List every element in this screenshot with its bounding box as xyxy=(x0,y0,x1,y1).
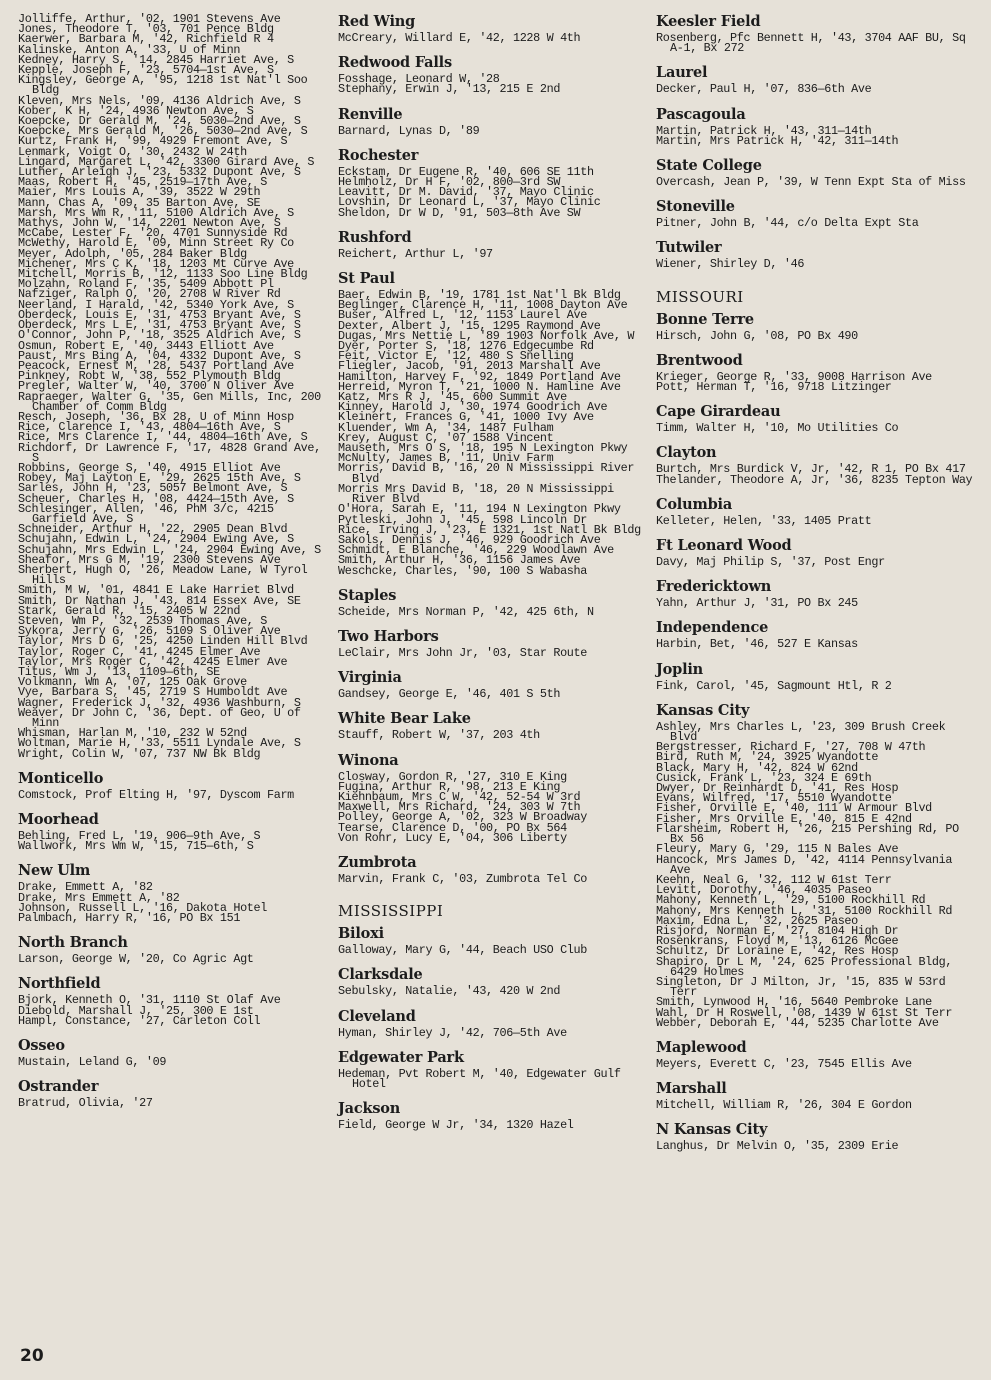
directory-entry: Kluender, Wm A, '34, 1487 Fulham xyxy=(338,420,554,435)
directory-entry: Kleven, Mrs Nels, '09, 4136 Aldrich Ave, S xyxy=(18,93,301,108)
city-heading: Clayton xyxy=(656,444,717,462)
directory-entry: Hamilton, Harvey F, '92, 1849 Portland Ave xyxy=(338,369,621,384)
directory-entry: Stauff, Robert W, '37, 203 4th xyxy=(338,728,540,743)
directory-entry: Diebold, Marshall J, '25, 300 E 1st xyxy=(18,1003,254,1018)
directory-entry: Baer, Edwin B, '19, 1781 1st Nat'l Bk Bldg xyxy=(338,288,621,303)
directory-entry: Fisher, Orville E, '40, 111 W Armour Blvd xyxy=(656,801,932,816)
directory-entry: Von Rohr, Lucy E, '04, 306 Liberty xyxy=(338,830,567,845)
directory-entry: Burtch, Mrs Burdick V, Jr, '42, R 1, PO Bx 417 xyxy=(656,462,966,477)
city-heading: North Branch xyxy=(18,934,128,952)
city-heading: Moorhead xyxy=(18,811,99,829)
directory-entry: Robbins, George S, '40, 4915 Elliot Ave xyxy=(18,460,281,475)
city-heading: Columbia xyxy=(656,495,733,513)
directory-entry: Fleury, Mary G, '29, 115 N Bales Ave xyxy=(656,842,899,857)
directory-entry: Herreid, Myron T, '21, 1000 N. Hamline Ave xyxy=(338,379,621,394)
city-heading: New Ulm xyxy=(18,862,91,880)
directory-entry: Taylor, Roger C, '41, 4245 Elmer Ave xyxy=(18,644,261,659)
directory-entry: Kepple, Joseph F, '23, 5704—1st Ave, S xyxy=(18,63,274,78)
directory-entry: LeClair, Mrs John Jr, '03, Star Route xyxy=(338,645,587,660)
directory-entry: Davy, Maj Philip S, '37, Post Engr xyxy=(656,555,885,570)
city-heading: Jackson xyxy=(338,1100,401,1118)
directory-entry: O'Connor, John P, '18, 3525 Aldrich Ave, S xyxy=(18,328,301,343)
directory-entry: Fisher, Mrs Orville E, '40, 815 E 42nd xyxy=(656,811,912,826)
city-heading: Pascagoula xyxy=(656,105,746,123)
directory-entry: Barnard, Lynas D, '89 xyxy=(338,123,480,138)
directory-entry: Pregler, Walter W, '40, 3700 N Oliver Ave xyxy=(18,379,294,394)
directory-entry: Nafziger, Ralph O, '20, 2708 W River Rd xyxy=(18,287,281,302)
directory-entry: Overcash, Jean P, '39, W Tenn Expt Sta of Miss xyxy=(656,175,966,190)
directory-entry: Schujahn, Mrs Edwin L, '24, 2904 Ewing Ave, S xyxy=(18,542,321,557)
directory-entry: Rice, Clarence I, '43, 4804—16th Ave, S xyxy=(18,420,281,435)
directory-entry: Robey, Maj Layton E, '29, 2625 15th Ave, S xyxy=(18,471,301,486)
directory-entry: Hedeman, Pvt Robert M, '40, Edgewater Gulf Hotel xyxy=(338,1066,621,1091)
directory-column-2 xyxy=(338,13,644,1133)
directory-entry: Schneider, Arthur H, '22, 2905 Dean Blvd xyxy=(18,522,288,537)
directory-entry: Meyer, Adolph, '05, 284 Baker Bldg xyxy=(18,246,247,261)
directory-entry: Morris Mrs David B, '18, 20 N Mississippi River Blvd xyxy=(338,481,614,507)
directory-entry: Pott, Herman T, '16, 9718 Litzinger xyxy=(656,380,892,395)
city-heading: Stoneville xyxy=(656,198,735,216)
city-heading: Clarksdale xyxy=(338,966,423,984)
directory-entry: Schultz, Dr Loraine E, '42, Res Hosp xyxy=(656,944,899,959)
city-heading: Staples xyxy=(338,586,397,604)
city-heading: Northfield xyxy=(18,975,101,993)
directory-entry: Feit, Victor E, '12, 480 S Snelling xyxy=(338,349,574,364)
directory-entry: Tearse, Clarence D, '00, PO Bx 564 xyxy=(338,820,567,835)
directory-entry: Helmholz, Dr H F, '02, 800—3rd SW xyxy=(338,175,561,190)
directory-entry: Palmbach, Harry R, '16, PO Bx 151 xyxy=(18,911,241,926)
directory-entry: Meyers, Everett C, '23, 7545 Ellis Ave xyxy=(656,1056,912,1071)
city-heading: Marshall xyxy=(656,1080,727,1098)
directory-entry: Bergstresser, Richard F, '27, 708 W 47th xyxy=(656,740,926,755)
directory-column-1 xyxy=(18,12,326,1111)
directory-entry: Galloway, Mary G, '44, Beach USO Club xyxy=(338,943,587,958)
directory-entry: Hyman, Shirley J, '42, 706—5th Ave xyxy=(338,1025,567,1040)
directory-entry: Maxwell, Mrs Richard, '24, 303 W 7th xyxy=(338,800,581,815)
city-heading: Edgewater Park xyxy=(338,1048,464,1066)
directory-entry: Krey, August C, '07 1588 Vincent xyxy=(338,430,554,445)
city-heading: Kansas City xyxy=(656,701,750,719)
directory-entry: Dugas, Mrs Nettie L, '89 1903 Norfolk Ave, W xyxy=(338,328,635,343)
page-number: 20 xyxy=(20,1346,44,1366)
directory-entry: Mitchell, William R, '26, 304 E Gordon xyxy=(656,1098,912,1113)
directory-entry: Larson, George W, '20, Co Agric Agt xyxy=(18,952,254,967)
directory-entry: Kelleter, Helen, '33, 1405 Pratt xyxy=(656,513,872,528)
directory-entry: Luther, Arleigh J, '23, 5332 Dupont Ave, S xyxy=(18,165,301,180)
directory-entry: Rosenkrans, Floyd M, '13, 6126 McGee xyxy=(656,934,899,949)
directory-entry: Schlesinger, Allen, '46, PhM 3/c, 4215 Garfield Ave, S xyxy=(18,501,274,526)
directory-entry: Oberdeck, Louis E, '31, 4753 Bryant Ave, S xyxy=(18,307,301,322)
directory-entry: Titus, Wm J, '13, 1109—6th, SE xyxy=(18,665,220,679)
directory-entry: Vye, Barbara S, '45, 2719 S Humboldt Ave xyxy=(18,685,288,700)
city-heading: Virginia xyxy=(338,669,402,687)
directory-entry: Drake, Mrs Emmett A, '82 xyxy=(18,890,180,905)
directory-entry: Marsh, Mrs Wm R, '11, 5100 Aldrich Ave, S xyxy=(18,205,294,220)
directory-entry: Beglinger, Clarence H, '11, 1008 Dayton Ave xyxy=(338,298,628,313)
directory-entry: Smith, Arthur H, '36, 1156 James Ave xyxy=(338,553,581,568)
city-heading: Two Harbors xyxy=(338,627,439,645)
directory-entry: Koepcke, Mrs Gerald M, '26, 5030—2nd Ave, S xyxy=(18,124,308,139)
city-heading: Ft Leonard Wood xyxy=(656,537,792,555)
directory-entry: Risjord, Norman E, '27, 8104 High Dr xyxy=(656,923,899,938)
directory-entry: Smith, Lynwood H, '16, 5640 Pembroke Lane xyxy=(656,995,932,1010)
directory-entry: Smith, M W, '01, 4841 E Lake Harriet Blvd xyxy=(18,583,294,598)
directory-entry: Stark, Gerald R, '15, 2405 W 22nd xyxy=(18,603,241,618)
directory-entry: Mann, Chas A, '09, 35 Barton Ave, SE xyxy=(18,195,261,210)
directory-entry: Rapraeger, Walter G, '35, Gen Mills, Inc, 200 Chamber of Comm Bldg xyxy=(18,389,321,414)
directory-entry: McCreary, Willard E, '42, 1228 W 4th xyxy=(338,31,581,45)
directory-entry: Jones, Theodore T, '03, 701 Pence Bldg xyxy=(18,22,274,37)
directory-entry: Singleton, Dr J Milton, Jr, '15, 835 W 53rd Terr xyxy=(656,974,946,1000)
directory-entry: Kalinske, Anton A, '33, U of Minn xyxy=(18,42,241,57)
city-heading: Cleveland xyxy=(338,1007,416,1025)
directory-entry: Rosenberg, Pfc Bennett H, '43, 3704 AAF BU, Sq A-1, Bx 272 xyxy=(656,31,966,56)
directory-entry: Bjork, Kenneth O, '31, 1110 St Olaf Ave xyxy=(18,993,281,1008)
directory-entry: Langhus, Dr Melvin O, '35, 2309 Erie xyxy=(656,1139,899,1154)
directory-entry: Dexter, Albert J, '15, 1295 Raymond Ave xyxy=(338,318,601,333)
city-heading: Osseo xyxy=(18,1037,65,1055)
directory-entry: Hancock, Mrs James D, '42, 4114 Pennsylvania Ave xyxy=(656,852,953,877)
directory-entry: Stephany, Erwin J, '13, 215 E 2nd xyxy=(338,82,561,97)
directory-entry: Kiehnbaum, Mrs C W, '42, 52-54 W 3rd xyxy=(338,789,581,804)
directory-entry: Drake, Emmett A, '82 xyxy=(18,880,153,895)
directory-entry: Mahony, Kenneth L, '29, 5100 Rockhill Rd xyxy=(656,893,926,908)
directory-entry: Lingard, Margaret L, '42, 3300 Girard Ave, S xyxy=(18,154,315,169)
directory-entry: Levitt, Dorothy, '46, 4035 Paseo xyxy=(656,883,872,898)
state-heading: MISSOURI xyxy=(656,287,744,306)
city-heading: Laurel xyxy=(656,64,708,82)
directory-entry: Martin, Patrick H, '43, 311—14th xyxy=(656,123,872,138)
directory-entry: Oberdeck, Mrs L E, '31, 4753 Bryant Ave, S xyxy=(18,318,301,333)
directory-entry: Pitner, John B, '44, c/o Delta Expt Sta xyxy=(656,216,919,231)
city-heading: Winona xyxy=(338,751,399,769)
directory-entry: Scheide, Mrs Norman P, '42, 425 6th, N xyxy=(338,604,594,619)
directory-entry: Hirsch, John G, '08, PO Bx 490 xyxy=(656,328,858,343)
city-heading: Renville xyxy=(338,105,403,123)
directory-entry: Paust, Mrs Bing A, '04, 4332 Dupont Ave, S xyxy=(18,348,301,363)
directory-entry: Sarles, John H, '23, 5057 Belmont Ave, S xyxy=(18,481,288,496)
directory-entry: Yahn, Arthur J, '31, PO Bx 245 xyxy=(656,596,858,611)
directory-entry: Cusick, Frank L, '23, 324 E 69th xyxy=(656,770,872,785)
directory-entry: Dyer, Porter S, '18, 1276 Edgecumbe Rd xyxy=(338,339,594,354)
directory-entry: Sherbert, Hugh O, '26, Meadow Lane, W Tyrol Hills xyxy=(18,562,308,588)
directory-entry: Keehn, Neal G, '32, 112 W 61st Terr xyxy=(656,872,892,887)
directory-entry: Pinkney, Robt W, '38, 552 Plymouth Bldg xyxy=(18,369,281,384)
directory-entry: Whisman, Harlan M, '10, 232 W 52nd xyxy=(18,726,247,741)
directory-entry: McCabe, Lester F, '20, 4701 Sunnyside Rd xyxy=(18,226,288,241)
directory-entry: Pytleski, John J, '45, 598 Lincoln Dr xyxy=(338,512,587,527)
directory-entry: Bratrud, Olivia, '27 xyxy=(18,1096,153,1111)
directory-entry: Kinney, Harold J, '30, 1974 Goodrich Ave xyxy=(338,400,608,415)
directory-entry: Gandsey, George E, '46, 401 S 5th xyxy=(338,687,561,702)
directory-entry: Kingsley, George A, '95, 1218 1st Nat'l Soo Bldg xyxy=(18,73,308,98)
directory-entry: Maxim, Edna L, '32, 2625 Paseo xyxy=(656,913,858,928)
directory-column-3 xyxy=(656,14,974,1152)
city-heading: Tutwiler xyxy=(656,239,722,257)
directory-entry: Richdorf, Dr Lawrence F, '17, 4828 Grand Ave, S xyxy=(18,440,321,465)
directory-entry: Flarsheim, Robert H, '26, 215 Pershing Rd, PO Bx 56 xyxy=(656,821,959,847)
city-heading: Rochester xyxy=(338,146,419,164)
directory-entry: Fugina, Arthur R, '98, 213 E King xyxy=(338,779,561,794)
directory-entry: Maier, Mrs Louis A, '39, 3522 W 29th xyxy=(18,185,261,200)
directory-entry: Marvin, Frank C, '03, Zumbrota Tel Co xyxy=(338,871,587,886)
directory-entry: Schmidt, E Blanche, '46, 229 Woodlawn Ave xyxy=(338,543,614,558)
directory-entry: Sykora, Jerry G, '26, 5109 S Oliver Ave xyxy=(18,624,281,639)
directory-entry: Mitchell, Morris B, '12, 1133 Soo Line Bldg xyxy=(18,267,308,282)
directory-entry: Harbin, Bet, '46, 527 E Kansas xyxy=(656,637,858,652)
city-heading: Rushford xyxy=(338,228,412,246)
directory-entry: McWethy, Harold E, '09, Minn Street Ry Co xyxy=(18,236,294,251)
directory-entry: Wiener, Shirley D, '46 xyxy=(656,257,805,272)
directory-entry: Timm, Walter H, '10, Mo Utilities Co xyxy=(656,421,899,436)
directory-entry: Sebulsky, Natalie, '43, 420 W 2nd xyxy=(338,984,561,999)
directory-entry: Ashley, Mrs Charles L, '23, 309 Brush Creek Blvd xyxy=(656,719,946,745)
directory-entry: O'Hora, Sarah E, '11, 194 N Lexington Pkwy xyxy=(338,502,621,517)
directory-entry: Fosshage, Leonard W, '28 xyxy=(338,72,500,87)
directory-entry: Martin, Mrs Patrick H, '42, 311—14th xyxy=(656,133,899,148)
directory-entry: Michener, Mrs C K, '18, 1203 Mt Curve Ave xyxy=(18,256,294,271)
directory-entry: Woltman, Marie H, '33, 5511 Lyndale Ave, S xyxy=(18,736,301,751)
directory-entry: Schujahn, Edwin L, '24, 2904 Ewing Ave, S xyxy=(18,532,294,547)
directory-entry: Weaver, Dr John C, '36, Dept. of Geo, U of Minn xyxy=(18,705,301,731)
city-heading: White Bear Lake xyxy=(338,710,471,728)
city-heading: Independence xyxy=(656,619,769,637)
directory-entry: Mahony, Mrs Kenneth L, '31, 5100 Rockhill Rd xyxy=(656,903,953,918)
directory-entry: Shapiro, Dr L M, '24, 625 Professional Bldg, 6429 Holmes xyxy=(656,954,953,979)
directory-entry: Resch, Joseph, '36, Bx 28, U of Minn Hosp xyxy=(18,409,294,424)
directory-entry: Rice, Irving J, '23, E 1321, 1st Natl Bk Bldg xyxy=(338,522,641,537)
directory-entry: Katz, Mrs R J, '45, 600 Summit Ave xyxy=(338,390,567,405)
directory-entry: Wahl, Dr H Roswell, '08, 1439 W 61st St Terr xyxy=(656,1005,953,1020)
directory-entry: Mustain, Leland G, '09 xyxy=(18,1055,167,1070)
directory-entry: Decker, Paul H, '07, 836—6th Ave xyxy=(656,82,872,97)
directory-entry: Smith, Dr Nathan J, '43, 814 Essex Ave, SE xyxy=(18,593,301,608)
directory-entry: Krieger, George R, '33, 9008 Harrison Ave xyxy=(656,369,932,384)
directory-entry: Rice, Mrs Clarence I, '44, 4804—16th Ave, S xyxy=(18,430,308,445)
directory-entry: Steven, Wm P, '32, 2539 Thomas Ave, S xyxy=(18,613,267,628)
directory-entry: Mathys, John W, '14, 2201 Newton Ave, S xyxy=(18,216,281,231)
directory-entry: Evans, Wilfred, '17, 5510 Wyandotte xyxy=(656,791,892,806)
directory-entry: Osmun, Robert E, '40, 3443 Elliott Ave xyxy=(18,338,274,353)
directory-entry: Behling, Fred L, '19, 906—9th Ave, S xyxy=(18,829,261,844)
directory-entry: Kurtz, Frank H, '99, 4929 Fremont Ave, S xyxy=(18,134,288,149)
directory-entry: Webber, Deborah E, '44, 5235 Charlotte Ave xyxy=(656,1015,939,1030)
directory-entry: Lovshin, Dr Leonard L, '37, Mayo Clinic xyxy=(338,195,601,210)
city-heading: N Kansas City xyxy=(656,1121,768,1139)
directory-entry: Maas, Robert H, '45, 2519—17th Ave, S xyxy=(18,175,267,190)
directory-entry: Sheafor, Mrs G M, '19, 2300 Stevens Ave xyxy=(18,552,281,567)
city-heading: Monticello xyxy=(18,769,104,787)
directory-entry: Johnson, Russell L, '16, Dakota Hotel xyxy=(18,900,267,915)
directory-entry: Kleinert, Frances G, '41, 1000 Ivy Ave xyxy=(338,410,594,425)
directory-entry: Field, George W Jr, '34, 1320 Hazel xyxy=(338,1118,574,1133)
directory-entry: Wagner, Frederick J, '32, 4936 Washburn, S xyxy=(18,695,301,710)
directory-entry: Thelander, Theodore A, Jr, '36, 8235 Tepton Way xyxy=(656,472,973,487)
directory-entry: Morris, David B, '16, 20 N Mississippi River Blvd xyxy=(338,461,635,486)
city-heading: Fredericktown xyxy=(656,578,772,596)
state-heading: MISSISSIPPI xyxy=(338,902,444,921)
city-heading: Cape Girardeau xyxy=(656,403,781,421)
directory-entry: McNulty, James B, '11, Univ Farm xyxy=(338,451,554,466)
directory-entry: Peacock, Ernest M, '28, 5437 Portland Ave xyxy=(18,358,294,373)
directory-entry: Hampl, Constance, '27, Carleton Coll xyxy=(18,1013,261,1028)
directory-entry: Dwyer, Dr Reinhardt D, '41, Res Hosp xyxy=(656,781,899,796)
directory-entry: Molzahn, Roland F, '35, 5409 Abbott Pl xyxy=(18,277,274,292)
directory-entry: Polley, George A, '02, 323 W Broadway xyxy=(338,810,587,825)
directory-entry: Black, Mary H, '42, 824 W 62nd xyxy=(656,760,858,775)
directory-entry: Bird, Ruth M, '24, 3925 Wyandotte xyxy=(656,750,879,765)
directory-entry: Taylor, Mrs D G, '25, 4250 Linden Hill Blvd xyxy=(18,634,308,649)
city-heading: State College xyxy=(656,157,762,175)
city-heading: Keesler Field xyxy=(656,13,761,30)
directory-entry: Sheldon, Dr W D, '91, 503—8th Ave SW xyxy=(338,205,581,220)
directory-entry: Sakols, Dennis J, '46, 929 Goodrich Ave xyxy=(338,532,601,547)
directory-entry: Scheuer, Charles H, '08, 4424—15th Ave, S xyxy=(18,491,294,506)
city-heading: Red Wing xyxy=(338,13,416,30)
city-heading: Maplewood xyxy=(656,1038,747,1056)
directory-entry: Jolliffe, Arthur, '02, 1901 Stevens Ave xyxy=(18,12,281,26)
city-heading: Redwood Falls xyxy=(338,54,452,72)
directory-entry: Neerland, I Harald, '42, 5340 York Ave, S xyxy=(18,297,294,312)
city-heading: Brentwood xyxy=(656,351,743,369)
directory-entry: Wright, Colin W, '07, 737 NW Bk Bldg xyxy=(18,746,261,761)
city-heading: Bonne Terre xyxy=(656,310,754,328)
directory-entry: Kober, K H, '24, 4936 Newton Ave, S xyxy=(18,103,254,118)
directory-entry: Fliegler, Jacob, '91, 2013 Marshall Ave xyxy=(338,359,601,374)
directory-entry: Taylor, Mrs Roger C, '42, 4245 Elmer Ave xyxy=(18,654,288,669)
directory-entry: Volkmann, Wm A, '07, 125 Oak Grove xyxy=(18,675,247,690)
directory-entry: Mauseth, Mrs O S, '18, 195 N Lexington Pkwy xyxy=(338,441,628,456)
directory-entry: Lenmark, Voigt O, '30, 2432 W 24th xyxy=(18,144,247,159)
directory-entry: Koepcke, Dr Gerald M, '24, 5030—2nd Ave, S xyxy=(18,114,301,129)
city-heading: Ostrander xyxy=(18,1078,99,1096)
directory-entry: Kaerwer, Barbara M, '42, Richfield R 4 xyxy=(18,32,274,47)
directory-entry: Reichert, Arthur L, '97 xyxy=(338,246,493,261)
directory-entry: Comstock, Prof Elting H, '97, Dyscom Farm xyxy=(18,787,294,802)
directory-entry: Eckstam, Dr Eugene R, '40, 606 SE 11th xyxy=(338,164,594,179)
directory-entry: Leavitt, Dr M. David, '37, Mayo Clinic xyxy=(338,185,594,200)
directory-entry: Fink, Carol, '45, Sagmount Htl, R 2 xyxy=(656,678,892,693)
directory-entry: Kedney, Harry S, '14, 2845 Harriet Ave, S xyxy=(18,52,294,67)
city-heading: St Paul xyxy=(338,270,395,288)
directory-entry: Closway, Gordon R, '27, 310 E King xyxy=(338,769,567,784)
directory-entry: Weschcke, Charles, '90, 100 S Wabasha xyxy=(338,563,587,578)
directory-entry: Wallwork, Mrs Wm W, '15, 715—6th, S xyxy=(18,839,254,854)
city-heading: Joplin xyxy=(656,660,704,678)
directory-entry: Buser, Alfred L, '12, 1153 Laurel Ave xyxy=(338,308,587,323)
city-heading: Zumbrota xyxy=(338,853,417,871)
city-heading: Biloxi xyxy=(338,925,384,943)
